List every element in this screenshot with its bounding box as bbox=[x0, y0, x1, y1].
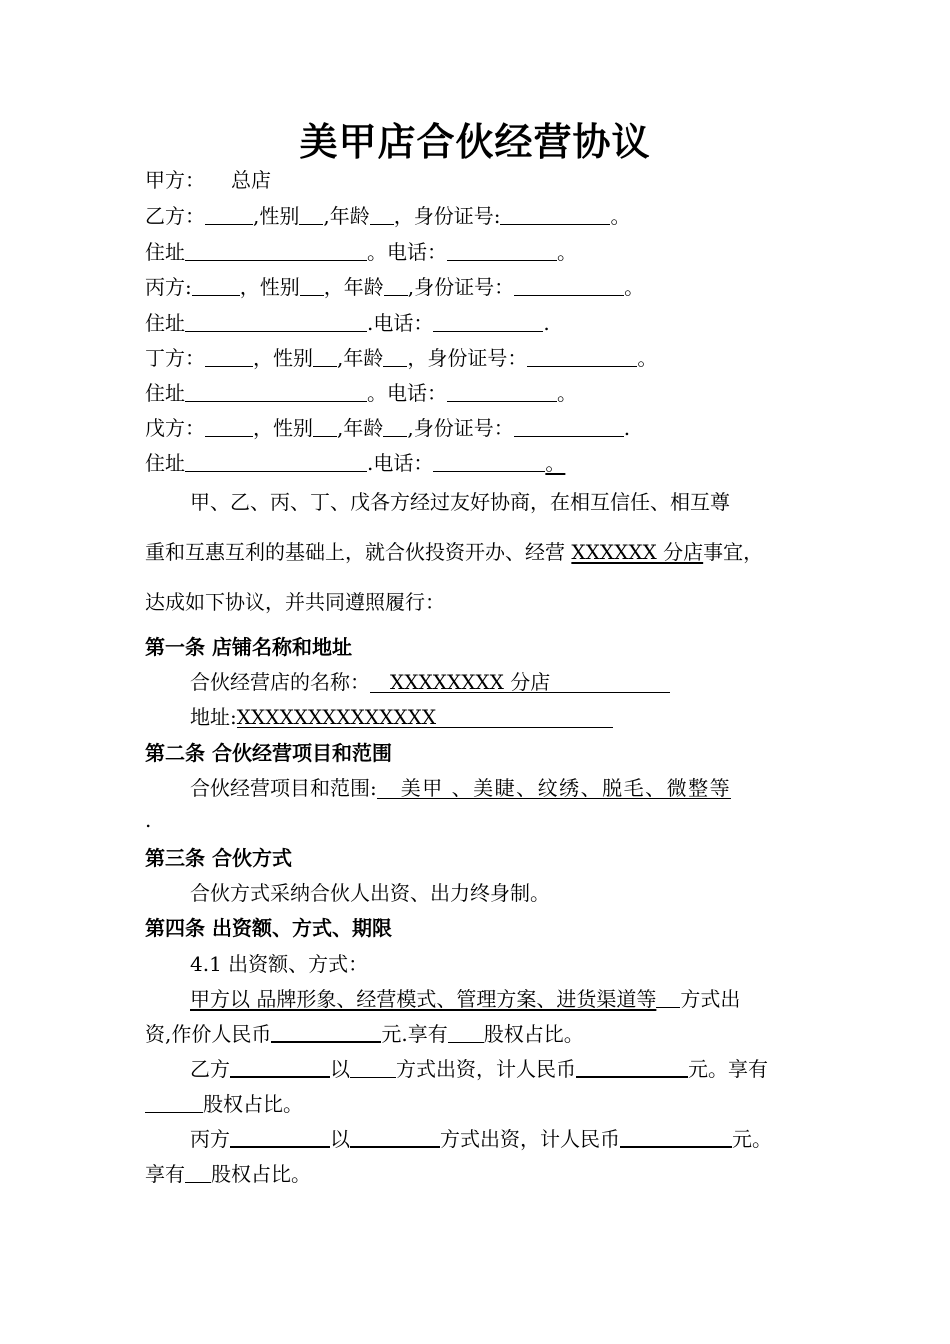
party-b-id-label: ，身份证号: bbox=[393, 204, 501, 228]
party-c-name-blank bbox=[192, 275, 240, 296]
party-c-address-end: . bbox=[543, 311, 550, 335]
party-e-phone-blank bbox=[433, 451, 545, 472]
party-d-id-label: ，身份证号： bbox=[407, 346, 528, 370]
party-b-contribution-line-1 bbox=[190, 1055, 768, 1083]
party-a-contribution-line-1 bbox=[190, 985, 740, 1013]
shop-address-label: 地址: bbox=[190, 705, 237, 729]
party-c-share-blank bbox=[185, 1162, 211, 1183]
contribution-subheading: 4.1 出资额、方式： bbox=[190, 952, 369, 976]
party-a-method-blank bbox=[656, 987, 680, 1008]
article-1-heading: 第一条 店铺名称和地址 bbox=[145, 635, 352, 659]
party-d-gender-label: ，性别 bbox=[253, 346, 313, 370]
party-b-contribution-blank bbox=[230, 1056, 330, 1078]
party-c-phone-blank bbox=[433, 311, 543, 332]
party-e-end: . bbox=[623, 416, 631, 440]
party-b-contribution-line-2 bbox=[145, 1090, 303, 1118]
party-c-method-label: 方式出资，计人民币 bbox=[440, 1127, 620, 1151]
party-b-gender-label: ,性别 bbox=[253, 204, 300, 228]
party-b-label: 乙方： bbox=[145, 204, 205, 228]
party-b-age-blank bbox=[370, 204, 394, 225]
party-d-address-blank bbox=[185, 381, 367, 402]
party-e-address-blank bbox=[185, 451, 367, 472]
business-scope-dot: . bbox=[145, 808, 152, 832]
party-c-address-label: 住址 bbox=[145, 311, 185, 335]
party-c-contribution-line-1 bbox=[190, 1125, 772, 1153]
party-a-share-end: 股权占比。 bbox=[483, 1022, 584, 1046]
party-e-line bbox=[145, 414, 630, 442]
party-c-age-label: ，年龄 bbox=[323, 275, 384, 299]
party-c-id-label: ,身份证号： bbox=[407, 275, 515, 299]
party-b-id-blank bbox=[500, 204, 610, 225]
party-e-name-blank bbox=[205, 416, 253, 437]
party-c-contribution-line-2 bbox=[145, 1160, 311, 1188]
party-c-address-blank bbox=[185, 311, 367, 332]
party-e-age-blank bbox=[383, 416, 407, 437]
party-c-share-end: 股权占比。 bbox=[211, 1162, 311, 1186]
party-d-name-blank bbox=[205, 346, 253, 367]
party-e-gender-label: ，性别 bbox=[253, 416, 313, 440]
party-a-share-blank bbox=[448, 1022, 484, 1043]
party-a-contribution-rest: 方式出 bbox=[680, 987, 741, 1011]
party-b-phone-label: 。电话： bbox=[367, 240, 447, 264]
party-a-value: 总店 bbox=[231, 168, 271, 192]
party-d-end: 。 bbox=[637, 346, 658, 370]
party-c-label: 丙方: bbox=[145, 275, 192, 299]
party-d-line bbox=[145, 344, 657, 372]
party-b-address-label: 住址 bbox=[145, 240, 185, 264]
business-scope-line bbox=[190, 774, 731, 802]
party-e-address-label: 住址 bbox=[145, 451, 185, 475]
article-2-heading: 第二条 合伙经营项目和范围 bbox=[145, 741, 392, 765]
party-b-address-line bbox=[145, 238, 577, 266]
intro-line-2 bbox=[145, 538, 763, 566]
party-b-gender-blank bbox=[299, 204, 323, 225]
shop-address-field bbox=[237, 703, 613, 728]
party-a-contribution-method: 甲方以 品牌形象、经营模式、管理方案、进货渠道等 bbox=[190, 987, 657, 1011]
party-b-name-blank bbox=[205, 204, 253, 225]
party-c-line bbox=[145, 273, 644, 301]
party-c-age-blank bbox=[384, 275, 408, 296]
party-e-phone-label: .电话： bbox=[367, 451, 434, 475]
business-scope-label: 合伙经营项目和范围: bbox=[190, 776, 377, 800]
party-d-age-label: ,年龄 bbox=[337, 346, 384, 370]
party-c-gender-blank bbox=[300, 275, 324, 296]
party-e-address-line bbox=[145, 449, 565, 477]
party-d-address-label: 住址 bbox=[145, 381, 185, 405]
party-b-share-blank bbox=[145, 1092, 203, 1113]
party-c-id-blank bbox=[514, 275, 624, 296]
party-e-gender-blank bbox=[313, 416, 337, 437]
shop-name-field bbox=[370, 668, 670, 693]
party-c-address-line bbox=[145, 309, 550, 337]
party-e-age-label: ,年龄 bbox=[337, 416, 384, 440]
shop-address-line bbox=[190, 703, 613, 731]
intro-line-1: 甲、乙、丙、丁、戊各方经过友好协商，在相互信任、相互尊 bbox=[190, 490, 730, 514]
shop-name-line bbox=[190, 668, 670, 696]
party-a-valuation-label: 资,作价人民币 bbox=[145, 1022, 272, 1046]
party-c-end: 。 bbox=[624, 275, 645, 299]
party-e-label: 戊方： bbox=[145, 416, 205, 440]
party-d-address-line bbox=[145, 379, 577, 407]
party-b-amount-blank bbox=[576, 1056, 688, 1078]
party-e-id-blank bbox=[514, 416, 624, 437]
party-c-phone-label: .电话： bbox=[367, 311, 434, 335]
article-3-heading: 第三条 合伙方式 bbox=[145, 846, 292, 870]
party-b-share-label: 元。享有 bbox=[688, 1057, 768, 1081]
party-b-method-blank bbox=[350, 1057, 396, 1078]
intro-line-3: 达成如下协议，并共同遵照履行： bbox=[145, 590, 445, 614]
party-c-contribution-blank bbox=[230, 1126, 330, 1148]
shop-address-value: XXXXXXXXXXXXXX bbox=[236, 705, 437, 729]
party-b-phone-blank bbox=[447, 240, 557, 261]
business-scope-value: 美甲 、美睫、纹绣、脱毛、微整等 bbox=[377, 774, 731, 799]
party-b-address-blank bbox=[185, 240, 367, 261]
party-c-share-label: 享有 bbox=[145, 1162, 185, 1186]
party-d-gender-blank bbox=[313, 346, 337, 367]
party-c-method-blank bbox=[350, 1126, 440, 1148]
document-title: 美甲店合伙经营协议 bbox=[299, 119, 651, 164]
party-b-age-label: ,年龄 bbox=[323, 204, 370, 228]
party-c-amount-blank bbox=[620, 1126, 732, 1148]
branch-name-underlined: XXXXXX 分店 bbox=[571, 540, 704, 564]
party-d-phone-label: 。电话： bbox=[367, 381, 447, 405]
party-b-end: 。 bbox=[610, 204, 631, 228]
intro-line-2-start: 重和互惠互利的基础上，就合伙投资开办、经营 bbox=[145, 540, 572, 564]
party-b-line bbox=[145, 202, 630, 230]
party-a-share-label: 元.享有 bbox=[381, 1022, 448, 1046]
party-c-gender-label: ，性别 bbox=[239, 275, 300, 299]
party-d-label: 丁方： bbox=[145, 346, 205, 370]
party-c-by-label: 以 bbox=[330, 1127, 350, 1151]
party-a-label: 甲方： bbox=[145, 168, 205, 192]
party-d-address-end: 。 bbox=[557, 381, 577, 405]
shop-name-label: 合伙经营店的名称： bbox=[190, 670, 370, 694]
party-d-id-blank bbox=[527, 346, 637, 367]
party-e-id-label: ,身份证号： bbox=[407, 416, 514, 440]
partnership-mode-text: 合伙方式采纳合伙人出资、出力终身制。 bbox=[190, 881, 550, 905]
party-c-amount-end: 元。 bbox=[732, 1127, 772, 1151]
party-b-share-end: 股权占比。 bbox=[203, 1092, 303, 1116]
party-b-contribution-label: 乙方 bbox=[190, 1057, 230, 1081]
party-b-address-end: 。 bbox=[557, 240, 577, 264]
party-d-age-blank bbox=[383, 346, 407, 367]
party-a-contribution-line-2 bbox=[145, 1020, 584, 1048]
party-c-contribution-label: 丙方 bbox=[190, 1127, 230, 1151]
party-e-address-end: 。 bbox=[545, 451, 566, 475]
party-b-method-label: 方式出资，计人民币 bbox=[396, 1057, 576, 1081]
intro-line-2-end: 事宜， bbox=[703, 540, 764, 564]
article-4-heading: 第四条 出资额、方式、期限 bbox=[145, 916, 392, 940]
party-a-amount-blank bbox=[271, 1021, 381, 1043]
party-a-line bbox=[145, 166, 271, 194]
party-b-by-label: 以 bbox=[330, 1057, 350, 1081]
shop-name-value: XXXXXXXX 分店 bbox=[390, 670, 551, 694]
party-d-phone-blank bbox=[447, 381, 557, 402]
